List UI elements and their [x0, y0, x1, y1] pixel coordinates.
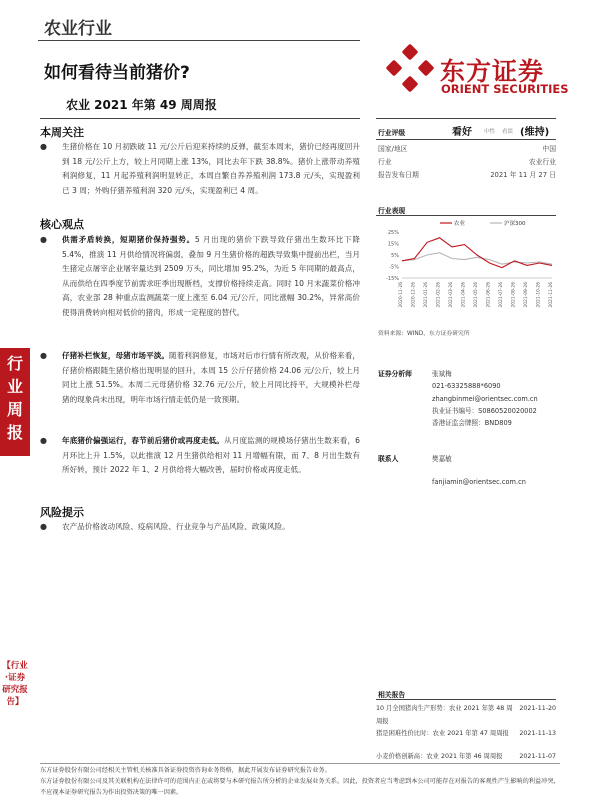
rating-label: 行业评级	[378, 129, 406, 137]
core-item-text: 随着利润修复，市场对后市行情有所改观，从价格来看，仔猪价格跟随生猪价格出现明显的回升，本周 15 公斤仔猪价格 24.06 元/公斤，较上月同比上涨 51.5%。本周二元母猪价格 32.76 元/公斤，较上月同比持平，大规模补栏母猪的现象尚未出现，明年市场行情走低仍是一致预期。	[62, 351, 361, 404]
core-item-text: 从月度监测的规模场仔猪出生数来看，6 月环比上升 1.5%，以此推演 12 月生猪供给相对 11 月增幅有限，而 7、8 月出生数有所好转，预计 2022 年 1、2 月供给将大幅改善，届时价格或再度走低。	[62, 436, 360, 475]
related-title[interactable]: 10 月全国猪肉生产形势：农业 2021 年第 48 周周报	[376, 705, 513, 725]
related-heading: 相关报告	[378, 691, 406, 699]
rating-mid: 中性	[484, 129, 496, 135]
related-date: 2021-11-13	[519, 730, 556, 737]
related-title[interactable]: 小麦价格创新高：农业 2021 年第 46 周周报	[376, 753, 503, 760]
meta-label: 报告发布日期	[378, 171, 419, 179]
rating-bad: 看淡	[502, 129, 514, 135]
report-subtitle: 农业 2021 年第 49 周周报	[66, 98, 217, 112]
logo-chinese: 东方证券	[440, 57, 545, 86]
divider	[376, 139, 556, 140]
y-tick-label: 5%	[391, 253, 399, 259]
x-tick-label: 2021-04-26	[461, 282, 467, 308]
divider	[40, 763, 560, 764]
bullet-icon: ●	[40, 235, 47, 244]
core-item-text: 5 月出现的猪价下跌导致仔猪出生数环比下降 5.4%，推演 11 月供给情况将偏弱，叠加 9 月生猪价格的超跌导致集中提前出栏，当月生猪定点屠宰企业屠宰量达到 2509 万头，同比增加 95.2%，为近 5 年同期的最高点，从而供给在四季度节前需求旺季出现断档，支撑价格持续走高。同时 10 月末蔬菜价格冲高，农业部 28 种重点监测蔬菜一度上涨至 6.04 元/公斤，同比涨幅 30.2%，异常高价使得消费转向相对低价的猪肉，形成一定程度的替代。	[62, 235, 361, 317]
related-row[interactable]	[376, 702, 556, 728]
analyst-label: 证券分析师	[378, 370, 412, 378]
contact-name: 樊嘉敏	[432, 455, 452, 463]
y-tick-label: 15%	[387, 241, 399, 248]
risk-heading: 风险提示	[40, 506, 84, 519]
x-tick-label: 2021-01-26	[424, 282, 429, 308]
x-tick-label: 2021-09-26	[524, 282, 529, 308]
contact-label: 联系人	[378, 455, 399, 463]
analyst-email[interactable]: zhangbinmei@orientsec.com.cn	[432, 394, 538, 403]
x-tick-label: 2021-11-26	[549, 282, 554, 308]
y-tick-label: -15%	[386, 276, 399, 282]
bullet-icon: ●	[40, 142, 47, 151]
divider	[376, 215, 556, 216]
focus-text: 生猪价格在 10 月初跌破 11 元/公斤后迎来持续的反弹，截至本周末，猪价已经再度回升到 18 元/公斤上方，较上月同期上涨 13%，同比去年下跌 38.8%。猪价上涨带动养殖利润修复，11 月起养殖利润明显转正，本周自繁自养养殖利润 173.8 元/头，实现盈利已 3 周；外购仔猪养殖利润 320 元/头，实现盈利已 4 周。	[62, 142, 360, 195]
meta-value: 农业行业	[528, 158, 556, 166]
rating-good: 看好	[452, 127, 472, 138]
analyst-info	[432, 368, 538, 429]
x-tick-label: 2021-03-26	[449, 282, 454, 308]
y-tick-label: -5%	[389, 264, 399, 271]
meta-label: 行业	[378, 158, 392, 166]
core-heading: 核心观点	[40, 218, 84, 231]
related-row[interactable]	[376, 727, 556, 740]
core-item-bold: 仔猪补栏恢复，母猪市场平淡。	[62, 351, 169, 360]
bullet-icon: ●	[40, 436, 47, 445]
perf-heading: 行业表现	[378, 207, 406, 215]
x-tick-label: 2020-11-26	[399, 282, 404, 308]
bullet-icon: ●	[40, 522, 47, 531]
meta-value: 2021 年 11 月 27 日	[490, 171, 556, 179]
x-tick-label: 2021-06-26	[486, 282, 492, 308]
x-tick-label: 2021-05-26	[474, 282, 479, 308]
rating-keep: (维持)	[520, 127, 550, 138]
x-tick-label: 2021-07-26	[499, 282, 504, 308]
side-band: 行业周报	[0, 348, 30, 456]
report-title: 如何看待当前猪价?	[44, 63, 190, 83]
divider	[376, 118, 556, 119]
related-row[interactable]	[376, 750, 556, 763]
risk-paragraph	[40, 520, 360, 535]
core-item	[40, 233, 360, 321]
legend-label: 农业	[454, 221, 466, 227]
analyst-phone: 021-63325888*6090	[432, 382, 501, 391]
focus-heading: 本周关注	[40, 126, 84, 139]
divider	[40, 118, 360, 119]
core-item-bold: 年底猪价偏强运行，春节前后猪价或再度走低。	[62, 436, 225, 445]
meta-value: 中国	[542, 145, 556, 153]
contact-email[interactable]: fanjiamin@orientsec.com.cn	[432, 478, 526, 486]
core-item	[40, 349, 360, 407]
logo-english: ORIENT SECURITIES	[441, 82, 569, 96]
x-tick-label: 2021-10-26	[536, 282, 542, 308]
analyst-cert: 执业证书编号：S0860520020002	[432, 406, 537, 415]
side-vertical-label: 【行业·证券研究报告】	[2, 661, 28, 707]
risk-text: 农产品价格波动风险、疫病风险、行业竞争与产品风险、政策风险。	[62, 522, 290, 531]
orient-logo-icon	[386, 44, 434, 92]
x-tick-label: 2021-02-26	[436, 282, 442, 308]
related-title[interactable]: 猪是困难性价比时：农业 2021 年第 47 周周报	[376, 730, 509, 737]
focus-paragraph	[40, 140, 360, 198]
core-item	[40, 434, 360, 478]
analyst-name: 张斌梅	[432, 370, 452, 378]
analyst-hk: 香港证监会牌照：BND809	[432, 419, 512, 428]
related-date: 2021-11-20	[519, 705, 556, 712]
x-tick-label: 2021-08-26	[511, 282, 517, 308]
divider	[376, 699, 556, 700]
footer-line: 东方证券股份有限公司经相关主管机关核准具备证券投资咨询业务资格，据此开展发布证券研究报告业务。	[40, 767, 331, 774]
chart-source: 资料来源：WIND，东方证券研究所	[378, 331, 470, 337]
x-tick-label: 2020-12-26	[411, 282, 417, 308]
core-item-bold: 供需矛盾转换，短期猪价保持强势。	[62, 235, 195, 244]
sector-title: 农业行业	[44, 19, 112, 39]
y-tick-label: 25%	[387, 230, 399, 236]
legend-label: 沪深300	[504, 221, 526, 227]
footer-disclaimer: 东方证券股份有限公司及其关联机构在法律许可的范围内正在或将要与本研究报告所分析的企业发展业务关系。因此，投资者应当考虑到本公司可能存在对报告的客观性产生影响的利益冲突，不应视本证券研究报告为作出投资决策的唯一因素。	[40, 778, 560, 796]
meta-label: 国家/地区	[378, 145, 408, 153]
performance-chart	[376, 218, 556, 320]
bullet-icon: ●	[40, 351, 47, 360]
divider	[38, 40, 360, 41]
related-date: 2021-11-07	[519, 753, 556, 760]
